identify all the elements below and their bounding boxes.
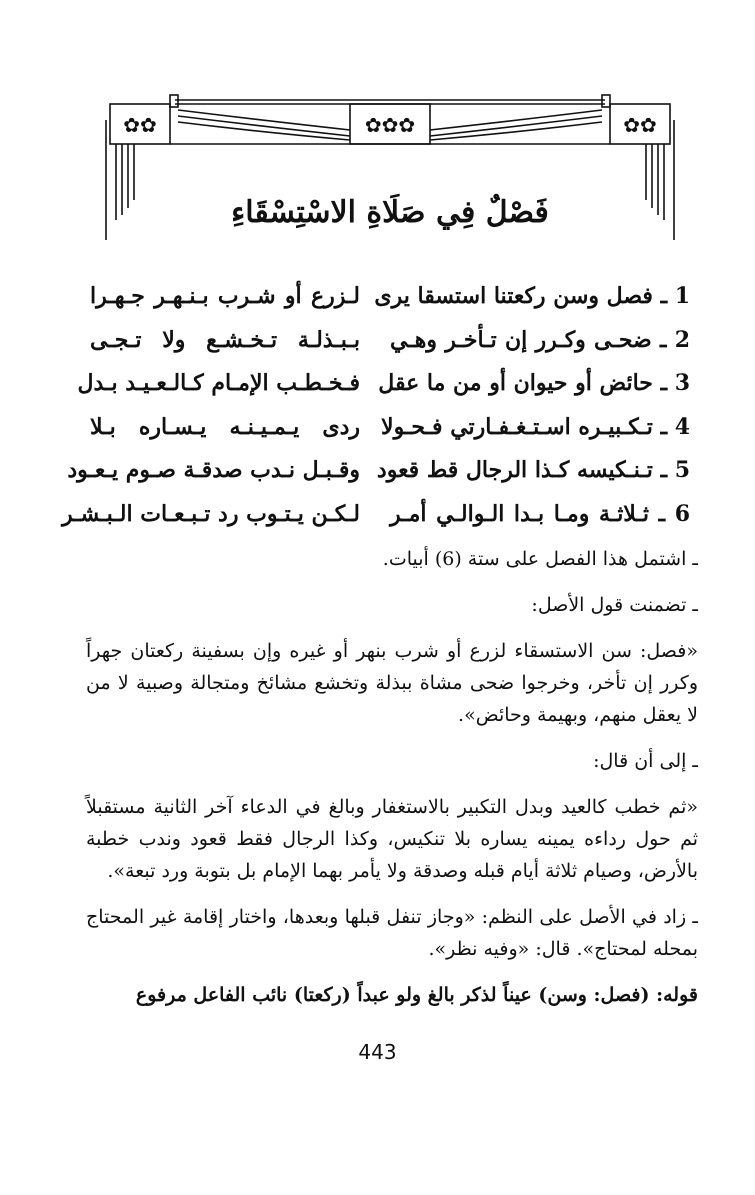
verse-first-hemistich: 5 ـ تـنـكيسه كـذا الرجال قط قعود bbox=[376, 457, 690, 484]
verse-row bbox=[90, 283, 690, 327]
page-number: 443 bbox=[358, 1040, 397, 1064]
paragraph: قوله: (فصل: وسن) عيناً لذكر بالغ ولو عبداً (ركعتا) نائب الفاعل مرفوع bbox=[135, 984, 698, 1006]
verse-second-hemistich: وقـبـل نـدب صدقـة صـوم يـعـود bbox=[67, 457, 360, 484]
svg-text:✿✿: ✿✿ bbox=[623, 113, 657, 137]
verse-second-hemistich: لـزرع أو شـرب بـنـهـر جـهـرا bbox=[90, 283, 360, 309]
verse-list bbox=[62, 283, 690, 545]
paragraph: «ثم خطب كالعيد وبدل التكبير بالاستغفار وبالغ في الدعاء آخر الثانية مستقبلاً ثم حول رداءه يمينه يساره بلا تنكيس، وكذا الرجال فقط قعود وندب خطبة بالأرض، وصيام ثلاثة أيام قبله وصدقة ولا يأمر بهما الإمام بل بتوبة ورد تبعة». bbox=[86, 796, 698, 882]
verse-row bbox=[67, 457, 690, 501]
verse-row bbox=[62, 500, 690, 545]
svg-text:✿✿✿: ✿✿✿ bbox=[364, 113, 416, 137]
verse-second-hemistich: ردى يـمـيـنـه يـسـاره بـلا bbox=[90, 413, 360, 440]
verse-second-hemistich: لـكـن يـتـوب رد تـبـعـات الـبـشـر bbox=[62, 500, 360, 527]
verse-row bbox=[77, 370, 690, 414]
svg-text:✿✿: ✿✿ bbox=[123, 113, 157, 137]
paragraph: ـ زاد في الأصل على النظم: «وجاز تنفل قبلها وبعدها، واختار إقامة غير المحتاج بمحله لمحتاج». قال: «وفيه نظر». bbox=[86, 906, 698, 960]
verse-row bbox=[90, 327, 690, 371]
header-ornament bbox=[100, 90, 680, 260]
verse-first-hemistich: 6 ـ ثـلاثـة ومـا بـدا الـوالـي أمـر bbox=[390, 500, 690, 527]
paragraph: ـ إلى أن قال: bbox=[593, 750, 698, 772]
paragraph: ـ اشتمل هذا الفصل على ستة (6) أبيات. bbox=[382, 548, 698, 570]
paragraph: «فصل: سن الاستسقاء لزرع أو شرب بنهر أو غيره وإن بسفينة ركعتان جهراً وكرر إن تأخر، وخرجوا ضحى مشاة ببذلة وتخشع مشائخ ومتجالة وصبية لا من لا يعقل منهم، وبهيمة وحائض». bbox=[86, 640, 698, 726]
commentary bbox=[86, 543, 698, 1011]
paragraph: ـ تضمنت قول الأصل: bbox=[531, 594, 698, 616]
verse-first-hemistich: 3 ـ حائض أو حيوان أو من ما عقل bbox=[378, 370, 690, 397]
verse-second-hemistich: بـبـذلـة تـخـشـع ولا تـجـى bbox=[90, 326, 360, 353]
verse-first-hemistich: 4 ـ تـكـبيـره اسـتـغـفـارتي فـحـولا bbox=[381, 413, 690, 440]
verse-first-hemistich: 1 ـ فصل وسن ركعتنا استسقا يرى bbox=[374, 283, 690, 309]
chapter-title: فَصْلٌ فِي صَلَاةِ الاسْتِسْقَاءِ bbox=[231, 195, 549, 230]
verse-second-hemistich: فـخـطـب الإمـام كـالـعـيـد بـدل bbox=[77, 370, 360, 397]
verse-first-hemistich: 2 ـ ضحـى وكـرر إن تـأخـر وهـي bbox=[390, 326, 690, 353]
verse-row bbox=[90, 414, 690, 458]
